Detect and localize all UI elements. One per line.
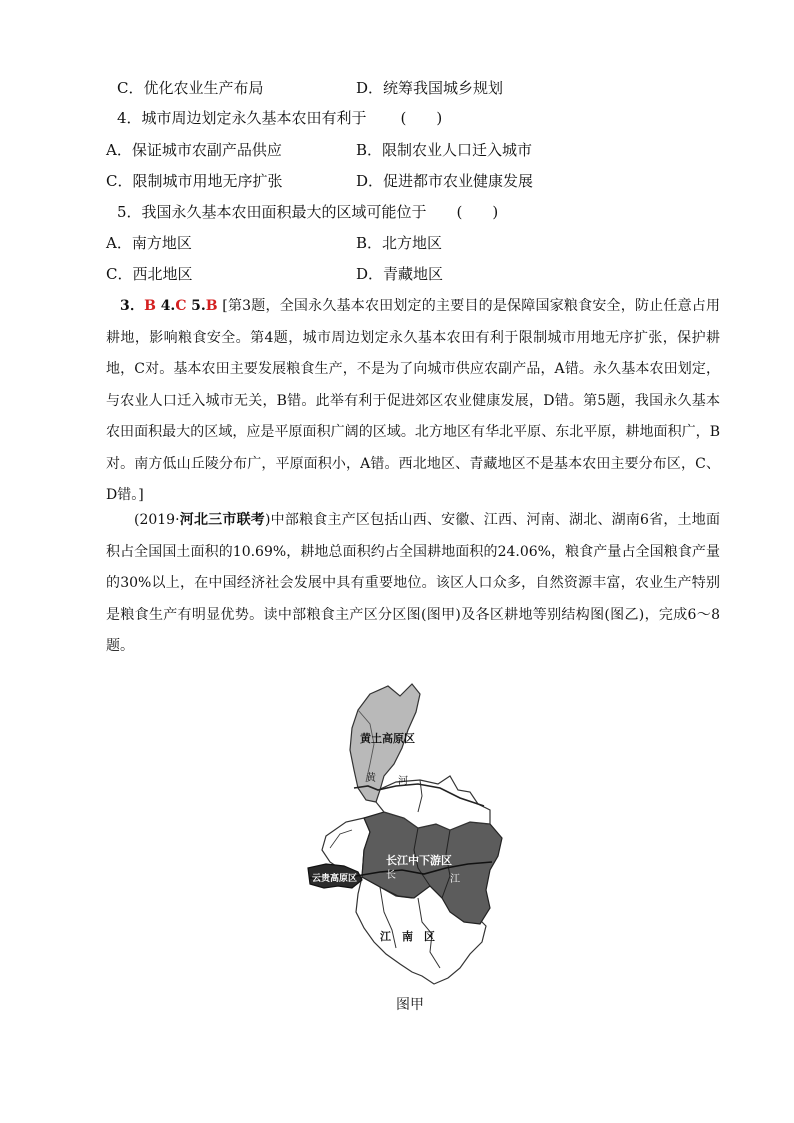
answer-explanation: [第3题，全国永久基本农田划定的主要目的是保障国家粮食安全，防止任意占用耕地，影响粮食安全。第4题，城市周边划定永久基本农田有利于限制城市用地无序扩张，保护耕地，C对。基本农田主要发展粮食生产，不是为了向城市供应农副产品，A错。永久基本农田划定，与农业人口迁入城市无关，B错。此举有利于促进郊区农业健康发展，D错。第5题，我国永久基本农田面积最大的区域，应是平原面积广阔的区域。北方地区有华北平原、东北平原，耕地面积广，B对。南方低山丘陵分布广，平原面积小，A错。西北地区、青藏地区不是基本农田主要分布区，C、D错。] <box>106 298 721 503</box>
q5-option-c: C．西北地区 <box>106 265 193 283</box>
q5-option-d: D．青藏地区 <box>356 265 444 283</box>
answer-5: B <box>205 298 218 314</box>
label-jiangnan: 江 南 区 <box>380 930 435 943</box>
answer-3: B <box>144 298 157 314</box>
intro-source-open: (2019· <box>134 512 180 528</box>
q4-option-c: C．限制城市用地无序扩张 <box>106 172 283 190</box>
answer-block <box>106 291 720 512</box>
answer-num-5: 5. <box>191 298 206 314</box>
q4-blank: ( ) <box>400 109 443 127</box>
q5-blank: ( ) <box>456 203 499 221</box>
label-river-he: 河 <box>398 776 408 787</box>
q5-option-a: A．南方地区 <box>106 234 192 252</box>
q3-option-c: C．优化农业生产布局 <box>117 79 264 97</box>
intro-source: 河北三市联考 <box>179 512 265 528</box>
q5-option-b: B．北方地区 <box>356 234 443 252</box>
intro-paragraph <box>106 505 720 663</box>
answer-num-3: 3． <box>120 298 145 314</box>
central-grain-region-map <box>300 672 540 990</box>
label-loess: 黄土高原区 <box>360 732 415 745</box>
q4-option-b: B．限制农业人口迁入城市 <box>356 141 533 159</box>
intro-text: 中部粮食主产区包括山西、安徽、江西、河南、湖北、湖南6省，土地面积占全国国土面积的10.69%，耕地总面积约占全国耕地面积的24.06%，粮食产量占全国粮食产量的30%以上，在中国经济社会发展中具有重要地位。该区人口众多，自然资源丰富，农业生产特别是粮食生产有明显优势。读中部粮食主产区分区图(图甲)及各区耕地等别结构图(图乙)，完成6～8题。 <box>106 512 721 654</box>
label-chang: 长 <box>386 870 396 881</box>
answer-4: C <box>175 298 187 314</box>
q4-option-d: D．促进都市农业健康发展 <box>356 172 534 190</box>
q5-stem-text: 5．我国永久基本农田面积最大的区域可能位于 <box>117 203 427 221</box>
intro-source-close: ) <box>265 512 271 528</box>
label-river-huang: 黄 <box>366 773 376 784</box>
figure-caption: 图甲 <box>396 997 424 1013</box>
q5-stem <box>117 202 498 222</box>
q4-option-a: A．保证城市农副产品供应 <box>106 141 282 159</box>
label-southwest: 云贵高原区 <box>312 874 358 884</box>
q4-stem-text: 4．城市周边划定永久基本农田有利于 <box>117 109 367 127</box>
answer-num-4: 4. <box>160 298 176 314</box>
q4-stem <box>117 108 442 128</box>
label-jiang: 江 <box>450 874 460 885</box>
q3-option-d: D．统筹我国城乡规划 <box>356 79 504 97</box>
label-yangtze: 长江中下游区 <box>386 854 452 867</box>
